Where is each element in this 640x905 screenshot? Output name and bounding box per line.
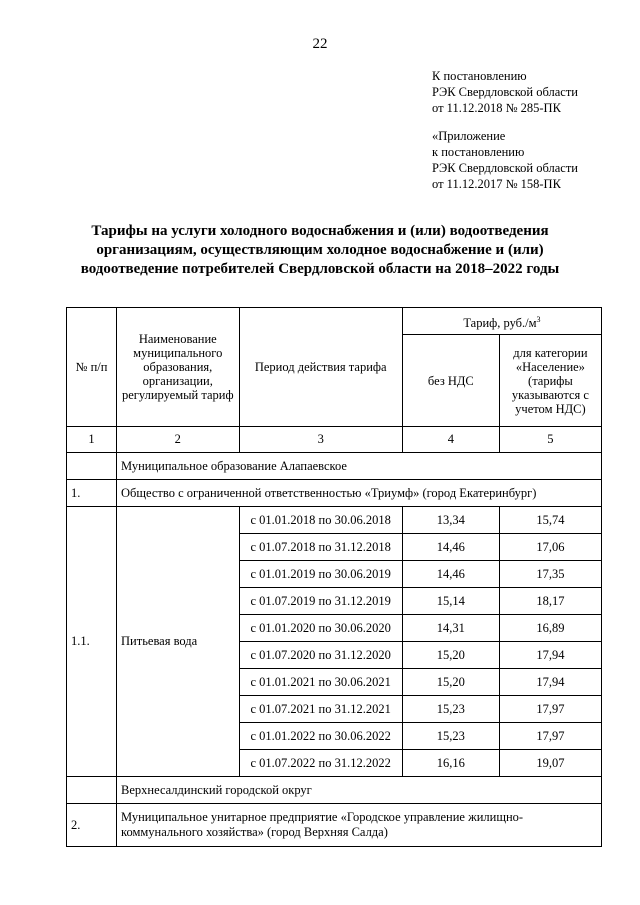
page-number: 22: [312, 36, 328, 52]
header-tariff-label: Тариф, руб./м: [463, 315, 537, 330]
tariff-population: 17,35: [499, 561, 601, 588]
column-index: 3: [239, 427, 402, 453]
tariff-population: 19,07: [499, 750, 601, 777]
organization-name: Общество с ограниченной ответственностью «Триумф» (город Екатеринбург): [117, 480, 602, 507]
title-line: Тарифы на услуги холодного водоснабжения и (или) водоотведения: [91, 223, 549, 239]
header-period: Период действия тарифа: [239, 308, 402, 427]
tariff-period: с 01.07.2022 по 31.12.2022: [239, 750, 402, 777]
tariff-no-vat: 14,31: [402, 615, 499, 642]
tariff-no-vat: 16,16: [402, 750, 499, 777]
header-name: Наименование муниципального образования, организации, регулируемый тариф: [117, 308, 240, 427]
tariff-period: с 01.07.2021 по 31.12.2021: [239, 696, 402, 723]
tariff-table: [66, 307, 602, 847]
tariff-period: с 01.01.2020 по 30.06.2020: [239, 615, 402, 642]
column-index: 1: [67, 427, 117, 453]
tariff-num: 1.1.: [67, 507, 117, 777]
column-index: 4: [402, 427, 499, 453]
municipality-row: [67, 777, 602, 804]
tariff-period: с 01.07.2020 по 31.12.2020: [239, 642, 402, 669]
appendix-line: к постановлению: [432, 145, 525, 159]
appendix-line: РЭК Свердловской области: [432, 161, 578, 175]
header-tariff: [402, 308, 601, 335]
organization-row: [67, 480, 602, 507]
tariff-no-vat: 14,46: [402, 534, 499, 561]
tariff-population: 17,94: [499, 669, 601, 696]
tariff-population: 17,06: [499, 534, 601, 561]
tariff-no-vat: 15,23: [402, 723, 499, 750]
title-line: организациям, осуществляющим холодное водоснабжение и (или): [96, 242, 544, 258]
tariff-name: Питьевая вода: [117, 507, 240, 777]
approval-line: РЭК Свердловской области: [432, 85, 578, 99]
appendix-line: от 11.12.2017 № 158-ПК: [432, 177, 561, 191]
table-header-row: [67, 308, 602, 335]
organization-num: 1.: [67, 480, 117, 507]
tariff-no-vat: 15,20: [402, 642, 499, 669]
tariff-no-vat: 14,46: [402, 561, 499, 588]
tariff-population: 17,97: [499, 723, 601, 750]
tariff-no-vat: 15,23: [402, 696, 499, 723]
tariff-population: 15,74: [499, 507, 601, 534]
header-tariff-sup: 3: [536, 314, 541, 324]
tariff-population: 18,17: [499, 588, 601, 615]
table-row: [67, 507, 602, 534]
document-title: [70, 222, 570, 279]
tariff-no-vat: 15,14: [402, 588, 499, 615]
municipality-row: [67, 453, 602, 480]
tariff-no-vat: 13,34: [402, 507, 499, 534]
approval-note: [432, 68, 578, 116]
municipality-name: Верхнесалдинский городской округ: [117, 777, 602, 804]
tariff-population: 17,94: [499, 642, 601, 669]
appendix-note: [432, 128, 578, 192]
tariff-period: с 01.01.2019 по 30.06.2019: [239, 561, 402, 588]
column-index: 5: [499, 427, 601, 453]
approval-line: К постановлению: [432, 69, 527, 83]
header-no-vat: без НДС: [402, 335, 499, 427]
tariff-period: с 01.01.2022 по 30.06.2022: [239, 723, 402, 750]
municipality-name: Муниципальное образование Алапаевское: [117, 453, 602, 480]
tariff-period: с 01.01.2021 по 30.06.2021: [239, 669, 402, 696]
column-index: 2: [117, 427, 240, 453]
appendix-line: «Приложение: [432, 129, 506, 143]
tariff-no-vat: 15,20: [402, 669, 499, 696]
tariff-period: с 01.07.2018 по 31.12.2018: [239, 534, 402, 561]
header-population: для категории «Население» (тарифы указываются с учетом НДС): [499, 335, 601, 427]
approval-line: от 11.12.2018 № 285-ПК: [432, 101, 561, 115]
tariff-population: 17,97: [499, 696, 601, 723]
title-line: водоотведение потребителей Свердловской области на 2018–2022 годы: [80, 261, 560, 277]
tariff-period: с 01.07.2019 по 31.12.2019: [239, 588, 402, 615]
organization-num: 2.: [67, 804, 117, 847]
column-index-row: [67, 427, 602, 453]
organization-row: [67, 804, 602, 847]
header-num: № п/п: [67, 308, 117, 427]
tariff-population: 16,89: [499, 615, 601, 642]
tariff-period: с 01.01.2018 по 30.06.2018: [239, 507, 402, 534]
organization-name: Муниципальное унитарное предприятие «Городское управление жилищно-коммунального хозяйства» (город Верхняя Салда): [117, 804, 602, 847]
